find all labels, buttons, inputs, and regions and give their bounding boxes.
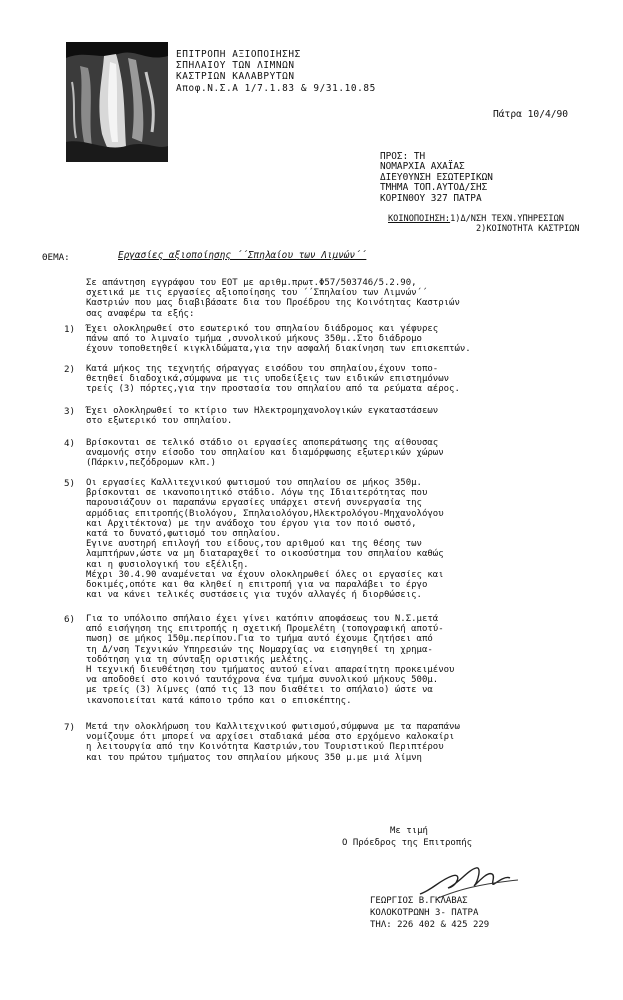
recipient-line: ΠΡΟΣ: ΤΗ: [380, 151, 426, 162]
intro-paragraph: Σε απάντηση εγγράφου του ΕΟΤ με αριθμ.πρωτ.Φ57/503746/5.2.90, σχετικά με τις εργασίες αξιοποίησης του ΄΄Σπηλαίου των Λιμνών΄΄ Καστριών που μας διαβιβάσατε δια του Προέδρου της Κοινότητας Καστριών σας αναφέρω τα εξής:: [86, 278, 460, 319]
item-text: Έχει ολοκληρωθεί το κτίριο των Ηλεκτρομηχανολογικών εγκαταστάσεων στο εξωτερικό του σπηλαίου.: [86, 406, 439, 427]
subject-label: ΘΕΜΑ:: [42, 252, 70, 263]
item-text: Μετά την ολοκλήρωση του Καλλιτεχνικού φωτισμού,σύμφωνα με τα παραπάνω νομίζουμε ότι μπορεί να αρχίσει σταδιακά μέσα στο ερχόμενο καλοκαίρι η λειτουργία από την Κοινότητα Καστριών,του Τουριστικού Περιπτέρου και του πρώτου τμήματος του σπηλαίου μήκους 350 μ.με μιά λίμνη: [86, 722, 460, 763]
item-number: 5): [64, 478, 76, 489]
cave-photo-logo: [66, 42, 168, 162]
recipient-line: ΔΙΕΥΘΥΝΣΗ ΕΣΩΤΕΡΙΚΩΝ: [380, 171, 493, 183]
item-text: Κατά μήκος της τεχνητής σήραγγας εισόδου του σπηλαίου,έχουν τοπο- θετηθεί διαδοχικά,σύμφωνα με τις υποδείξεις των ειδικών επιστημόνων τρείς (3) πόρτες,για την προστασία του σπηλαίου από τα ρεύματα αέρος.: [86, 364, 460, 395]
signatory-phone: ΤΗΛ: 226 402 & 425 229: [370, 920, 490, 930]
item-number: 3): [64, 406, 76, 417]
item-number: 6): [64, 614, 76, 625]
recipient-line: ΤΜΗΜΑ ΤΟΠ.ΑΥΤΟΔ/ΣΗΣ: [380, 182, 488, 194]
item-text: Βρίσκονται σε τελικό στάδιο οι εργασίες αποπεράτωσης της αίθουσας αναμονής στην είσοδο του σπηλαίου και διαμόρφωσης εξωτερικών χώρων (Πάρκιν,πεζόδρομων κλπ.): [86, 438, 444, 469]
recipient-line: ΚΟΡΙΝΘΟΥ 327 ΠΑΤΡΑ: [380, 192, 482, 204]
committee-header: [176, 49, 376, 94]
closing-greeting: Με τιμή: [390, 826, 428, 836]
item-number: 2): [64, 364, 76, 375]
letter-date: Πάτρα 10/4/90: [493, 109, 569, 120]
notification-block: [388, 214, 579, 235]
subject-text: Εργασίες αξιοποίησης ΄΄Σπηλαίου των Λιμνών΄΄: [118, 250, 367, 261]
recipient-line: ΝΟΜΑΡΧΙΑ ΑΧΑΪΑΣ: [380, 161, 465, 173]
signatory-address: ΚΟΛΟΚΟΤΡΩΝΗ 3- ΠΑΤΡΑ: [370, 908, 479, 918]
notification-line: 1)Δ/ΝΣΗ ΤΕΧΝ.ΥΠΗΡΕΣΙΩΝ: [450, 214, 564, 224]
header-line: ΚΑΣΤΡΙΩΝ ΚΑΛΑΒΡΥΤΩΝ: [176, 71, 295, 83]
header-line: ΣΠΗΛΑΙΟΥ ΤΩΝ ΛΙΜΝΩΝ: [176, 60, 295, 72]
notification-line: 2)ΚΟΙΝΟΤΗΤΑ ΚΑΣΤΡΙΩΝ: [476, 224, 580, 235]
recipient-address: [380, 152, 493, 204]
item-text: Έχει ολοκληρωθεί στο εσωτερικό του σπηλαίου διάδρομος και γέφυρες πάνω από το λιμναίο τμήμα ,συνολικού μήκους 350μ..Στο διάδρομο έχουν τοποθετηθεί κιγκλιδώματα,για την ασφαλή διακίνηση των επισκεπτών.: [86, 324, 471, 355]
item-number: 7): [64, 722, 76, 733]
item-number: 1): [64, 324, 76, 335]
notification-label: ΚΟΙΝΟΠΟΙΗΣΗ:: [388, 214, 451, 224]
item-text: Για το υπόλοιπο σπήλαιο έχει γίνει κατόπιν αποφάσεως του Ν.Σ.μετά από εισήγηση της επιτροπής η σχετική Προμελέτη (τοπογραφική αποτύ- πωση) σε μήκος 150μ.περίπου.Για το τμήμα αυτό έχουμε ζητήσει από τη Δ/νση Τεχνικών Υπηρεσιών της Νομαρχίας να εισηγηθεί τη χρημα- τοδότηση για τη σύνταξη οριστικής μελέτης. Η τεχνική διευθέτηση του τμήματος αυτού είναι απαραίτητη προκειμένου να αποδοθεί στο κοινό ταυτόχρονα ένα τμήμα συνολικού μήκους 500μ. με τρείς (3) λίμνες (από τις 13 που διαθέτει το σπήλαιο) ώστε να ικανοποιείται κατά κάποιο τρόπο και ο επισκέπτης.: [86, 614, 455, 706]
header-line: Αποφ.Ν.Σ.Α 1/7.1.83 & 9/31.10.85: [176, 82, 376, 94]
signatory-name: ΓΕΩΡΓΙΟΣ Β.ΓΚΛΑΒΑΣ: [370, 896, 468, 906]
closing-role: Ο Πρόεδρος της Επιτροπής: [342, 838, 473, 848]
item-text: Οι εργασίες Καλλιτεχνικού φωτισμού του σπηλαίου σε μήκος 350μ. βρίσκονται σε ικανοποιητικό στάδιο. Λόγω της Ιδιαιτερότητας που παρουσιάζουν οι παραπάνω εργασίες υπάρχει στενή συνεργασία της αρμόδιας επιτροπής(Βιολόγου, Σπηλαιολόγου,Ηλεκτρολόγου-Μηχανολόγου και Αρχιτέκτονα) με την ανάδοχο του έργου για τον ποιό σωστό, κατά το δυνατό,φωτισμό του σπηλαίου. Εγινε αυστηρή επιλογή του είδους,του αριθμού και της θέσης των λαμπτήρων,ώστε να μη διαταραχθεί το οικοσύστημα του σπηλαίου καθώς και η φυσιολογική του εξέλιξη. Μέχρι 30.4.90 αναμένεται να έχουν ολοκληρωθεί όλες οι εργασίες και δοκιμές,οπότε και θα κληθεί η επιτροπή για να παραλάβει το έργο και να κάνει τελικές συστάσεις για τυχόν αλλαγές ή διορθώσεις.: [86, 478, 444, 601]
item-number: 4): [64, 438, 76, 449]
header-line: ΕΠΙΤΡΟΠΗ ΑΞΙΟΠΟΙΗΣΗΣ: [176, 49, 301, 60]
